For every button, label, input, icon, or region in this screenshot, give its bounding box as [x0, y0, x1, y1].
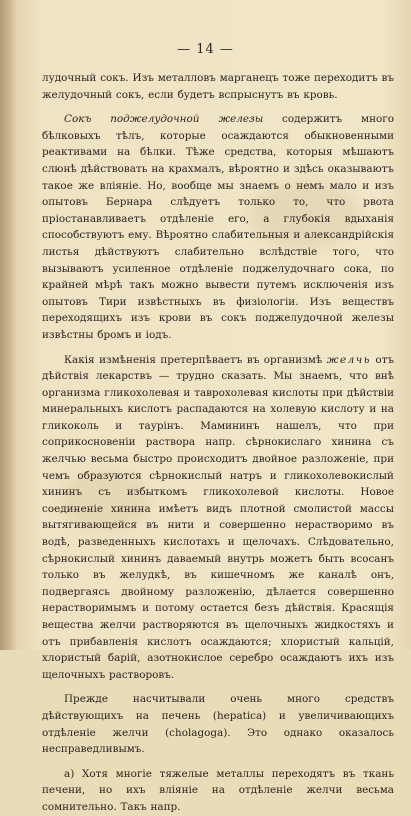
paragraph — [42, 111, 394, 343]
paragraph — [42, 352, 394, 684]
text-segment: содержитъ много бѣлковыхъ тѣлъ, которые осаждаются обыкновенными реактивами на бѣлки. Тѣже средства, которыя мѣшаютъ слюнѣ дѣйствовать на крахмалъ, вѣроятно и здѣсь оказываютъ такое же вліяніе. Но, вообще мы знаемъ о немъ мало и изъ опытовъ Бернара слѣдуетъ только то, что рвота пріостанавливаетъ отдѣленіе его, а глубокія вдыханія способствуютъ ему. Вѣроятно слабительныя и александрійскія листья дѣйствуютъ слабительно вслѣдствіе того, что вызываютъ усиленное отдѣленіе поджелудочнаго сока, по крайней мѣрѣ такъ можно вывести путемъ исключенія изъ опытовъ Тири извѣстныхъ въ физіологіи. Изъ веществъ переходящихъ изъ крови въ сокъ поджелудочной железы извѣстны бромъ и іодъ. — [42, 113, 394, 341]
text-segment: отъ дѣйствія лекарствъ — трудно сказать. Мы знаемъ, что внѣ организма гликохолевая и таврохолевая кислоты при дѣйствіи минеральныхъ кислотъ распадаются на холевую кислоту и на гликоколь и таурінъ. Мамининъ нашелъ, что при соприкосновеніи раствора напр. сѣрнокислаго хинина съ желчью весьма быстро происходитъ двойное разложеніе, при чемъ образуются сѣрнокислый натръ и гликохолевокислый хининъ съ избыткомъ гликохолевой кислоты. Новое соединеніе хинина имѣетъ видъ плотной смолистой массы вытягивающейся въ нити и совершенно нерастворимо въ водѣ, разведенныхъ кислотахъ и щелочахъ. Слѣдовательно, сѣрнокислый хининъ даваемый внутрь можетъ быть всосанъ только въ желудкѣ, въ кишечномъ же каналѣ онъ, подвергаясь двойному разложенію, дѣлается совершенно нерастворимымъ и потому остается безъ дѣйствія. Красящія вещества желчи растворяются въ щелочныхъ жидкостяхъ и отъ прибавленія кислотъ осаждаются; хлористый кальцій, хлористый барій, азотнокислое серебро осаждаютъ ихъ изъ щелочныхъ растворовъ. — [42, 353, 394, 681]
section-term: желчь — [326, 353, 371, 366]
text-segment: а) Хотя многіе тяжелые металлы переходятъ въ ткань печени, но ихъ вліяніе на отдѣленіе желчи весьма сомнительно. Такъ напр. — [42, 767, 394, 813]
paragraph — [42, 691, 394, 757]
paragraph — [42, 70, 394, 103]
text-segment: Какія измѣненія претерпѣваетъ въ организмѣ — [64, 353, 327, 366]
text-segment: Прежде насчитывали очень много средствъ дѣйствующихъ на печень (hepatica) и увеличивающихъ отдѣленіе желчи (cholagoga). Это однако оказалось несправедливымъ. — [42, 693, 394, 756]
page-number: — 14 — — [177, 42, 234, 57]
book-gutter-shadow — [0, 0, 18, 650]
section-term: Сокъ поджелудочной железы — [64, 113, 264, 126]
paragraph — [42, 766, 394, 816]
text-segment: лудочный сокъ. Изъ металловъ марганецъ тоже переходитъ въ желудочный сокъ, если будетъ вспрыснутъ въ кровь. — [42, 72, 394, 101]
body-text — [42, 70, 394, 816]
